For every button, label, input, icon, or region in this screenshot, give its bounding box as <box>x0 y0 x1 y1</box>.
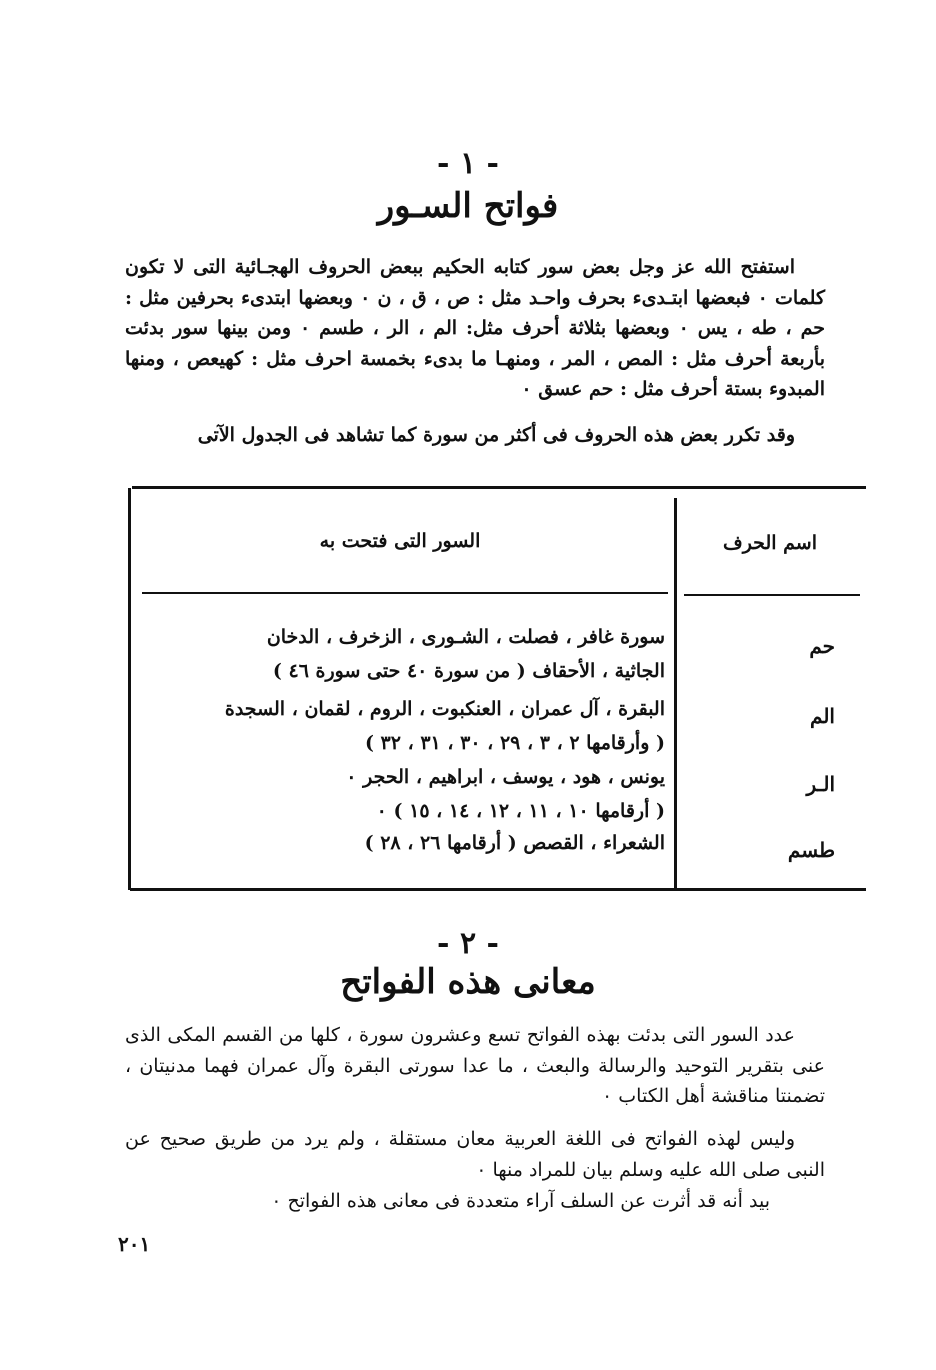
page-number: ٢٠١ <box>118 1232 151 1256</box>
meanings-paragraph-1: عدد السور التى بدئت بهذه الفواتح تسع وعشرون سورة ، كلها من القسم المكى الذى عنى بتقرير التوحيد والرسالة والبعث ، ما عدا سورتى البقرة وآل عمران فهما مدنيتان ، تضمنتا مناقشة أهل الكتاب ٠ <box>125 1024 825 1107</box>
table-row-suras-line-2: ( أرقامها ١٠ ، ١١ ، ١٢ ، ١٤ ، ١٥ ) ٠ <box>376 800 665 822</box>
table-left-border <box>128 488 131 890</box>
meanings-paragraph-2: وليس لهذه الفواتح فى اللغة العربية معان مستقلة ، ولم يرد من طريق صحيح عن النبى صلى الله عليه وسلم بيان للمراد منها ٠ <box>125 1128 825 1181</box>
table-header-rule-letter <box>684 594 860 596</box>
header-suras: السور التى فتحت به <box>319 530 481 552</box>
table-row-suras-line-2: الجاثية ، الأحقاف ( من سورة ٤٠ حتى سورة ٤٦ ) <box>272 660 665 682</box>
table-row-suras-line-2: ( وأرقامها ٢ ، ٣ ، ٢٩ ، ٣٠ ، ٣١ ، ٣٢ ) <box>364 732 665 754</box>
table-top-rule <box>132 486 866 489</box>
table-row-suras-line-1: الشعراء ، القصص ( أرقامها ٢٦ ، ٢٨ ) <box>364 832 665 854</box>
table-row-suras-line-1: البقرة ، آل عمران ، العنكبوت ، الروم ، لقمان ، السجدة <box>224 698 665 720</box>
table-column-divider <box>674 498 677 890</box>
table-row-suras-line-1: يونس ، هود ، يوسف ، ابراهيم ، الحجر ٠ <box>346 766 665 788</box>
table-bottom-rule <box>130 888 866 891</box>
intro-paragraph: استفتح الله عز وجل بعض سور كتابه الحكيم ببعض الحروف الهجـائية التى لا تكون كلمات ٠ فبعضها ابتـدىء بحرف واحـد مثل : ص ، ق ، ن ٠ وبعضها ابتدىء بحرفين مثل : حم ، طه ، يس ٠ وبعضها بثلاثة أحرف مثل: الم ، الر ، طسم ٠ ومن بينها سور بدئت بأربعة أحرف مثل : المص ، المر ، ومنهـا ما بدىء بخمسة احرف مثل : كهيعص ، ومنها المبدوء بستة أحرف مثل : حم عسق ٠ <box>125 256 825 400</box>
meanings-paragraph-3: بيد أنه قد أثرت عن السلف آراء متعددة فى معانى هذه الفواتح ٠ <box>271 1190 770 1212</box>
repeat-paragraph: وقد تكرر بعض هذه الحروف فى أكثر من سورة كما تشاهد فى الجدول الآتى <box>197 424 795 446</box>
section-1-number: - ١ - <box>437 146 499 181</box>
section-2-number: - ٢ - <box>437 926 499 961</box>
section-1-title: فواتح السـور <box>377 186 559 226</box>
table-row-letter: حم <box>809 634 835 658</box>
table-row-suras-line-1: سورة غافر ، فصلت ، الشـورى ، الزخرف ، الدخان <box>266 626 665 648</box>
table-row-letter: طسم <box>787 838 835 862</box>
header-letter-name: اسم الحرف <box>723 532 817 554</box>
section-2-title: معانى هذه الفواتح <box>340 962 596 1002</box>
table-row-letter: الم <box>810 704 835 728</box>
table-header-rule-suras <box>142 592 668 594</box>
table-row-letter: الـر <box>806 772 835 796</box>
